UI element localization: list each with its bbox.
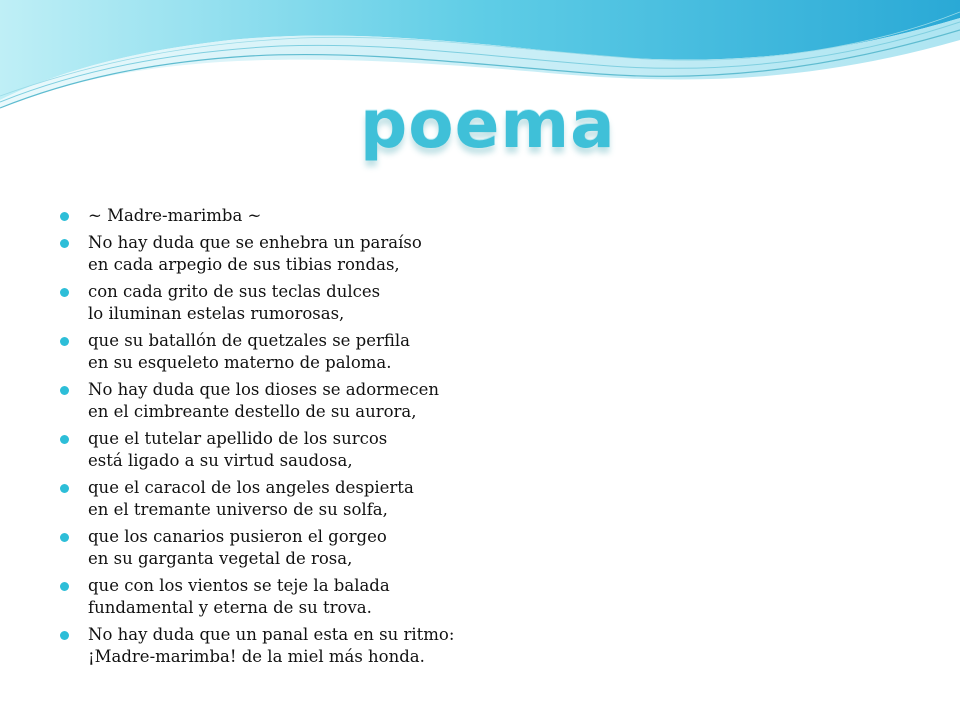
bullet-icon — [60, 435, 69, 444]
poem-line — [60, 428, 560, 472]
poem-list — [60, 205, 560, 673]
bullet-icon — [60, 533, 69, 542]
bullet-icon — [60, 631, 69, 640]
poem-line — [60, 205, 560, 227]
poem-line-text: No hay duda que un panal esta en su ritmo: ¡Madre-marimba! de la miel más honda. — [88, 625, 455, 666]
poem-line-text: que el tutelar apellido de los surcos está ligado a su virtud saudosa, — [88, 429, 388, 470]
poem-line — [60, 575, 560, 619]
poem-line-text: que su batallón de quetzales se perfila en su esqueleto materno de paloma. — [88, 331, 411, 372]
bullet-icon — [60, 484, 69, 493]
poem-line-text: con cada grito de sus teclas dulces lo iluminan estelas rumorosas, — [88, 282, 381, 323]
bullet-icon — [60, 337, 69, 346]
poem-line-text: No hay duda que se enhebra un paraíso en cada arpegio de sus tibias rondas, — [88, 233, 422, 274]
poem-line — [60, 281, 560, 325]
poem-line-text: que los canarios pusieron el gorgeo en su garganta vegetal de rosa, — [88, 527, 387, 568]
bullet-icon — [60, 239, 69, 248]
poem-line-text: ~ Madre-marimba ~ — [88, 206, 262, 225]
poem-line — [60, 330, 560, 374]
poem-line — [60, 477, 560, 521]
slide-title: poema — [360, 86, 616, 163]
poem-line-text: No hay duda que los dioses se adormecen en el cimbreante destello de su aurora, — [88, 380, 440, 421]
poem-line-text: que el caracol de los angeles despierta en el tremante universo de su solfa, — [88, 478, 414, 519]
bullet-icon — [60, 582, 69, 591]
poem-line — [60, 526, 560, 570]
bullet-icon — [60, 386, 69, 395]
poem-line — [60, 379, 560, 423]
poem-line — [60, 232, 560, 276]
bullet-icon — [60, 212, 69, 221]
poem-line — [60, 624, 560, 668]
poem-line-text: que con los vientos se teje la balada fundamental y eterna de su trova. — [88, 576, 390, 617]
bullet-icon — [60, 288, 69, 297]
